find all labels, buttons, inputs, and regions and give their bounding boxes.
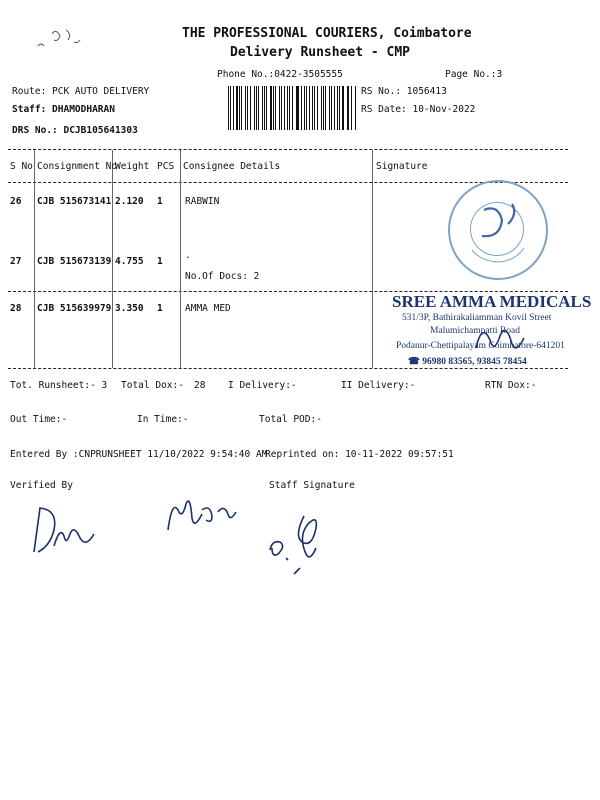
barcode-bar xyxy=(239,86,240,130)
i-delivery: I Delivery:- xyxy=(228,380,297,391)
barcode-bar xyxy=(228,86,229,130)
row-weight: 3.350 xyxy=(115,303,144,314)
receiver-signature xyxy=(470,318,530,358)
column-divider xyxy=(180,150,181,368)
barcode-bar xyxy=(254,86,255,130)
barcode-bar xyxy=(323,86,324,130)
barcode-bar xyxy=(281,86,282,130)
row-weight: 4.755 xyxy=(115,256,144,267)
second-signature xyxy=(162,494,242,544)
barcode-bar xyxy=(351,86,352,130)
row-pcs: 1 xyxy=(157,196,163,207)
staff-signature-label: Staff Signature xyxy=(269,480,355,491)
drs-number: DRS No.: DCJB105641303 xyxy=(12,125,138,136)
row-consignee: AMMA MED xyxy=(185,303,231,314)
verifier-signature xyxy=(24,500,104,560)
barcode-bar xyxy=(275,86,276,130)
barcode-bar xyxy=(297,86,299,130)
barcode-bar xyxy=(258,86,259,130)
barcode-bar xyxy=(264,86,265,130)
barcode-bar xyxy=(331,86,332,130)
document-title: Delivery Runsheet - CMP xyxy=(230,45,411,60)
barcode-bar xyxy=(321,86,322,130)
row-note: No.Of Docs: 2 xyxy=(185,271,260,282)
barcode-bar xyxy=(347,86,348,130)
verified-by-label: Verified By xyxy=(10,480,73,491)
row-consignment: CJB 515673139 xyxy=(37,256,112,267)
header-pcs: PCS xyxy=(157,161,175,172)
barcode-bar xyxy=(289,86,290,130)
staff-signature xyxy=(264,498,344,578)
header-consignee-details: Consignee Details xyxy=(183,161,281,172)
column-divider xyxy=(372,150,373,368)
total-pod: Total POD:- xyxy=(259,414,322,425)
row-weight: 2.120 xyxy=(115,196,144,207)
total-dox-value: 28 xyxy=(194,380,206,391)
company-seal-stamp xyxy=(448,180,548,280)
row-sno: 28 xyxy=(10,303,22,314)
row-pcs: 1 xyxy=(157,256,163,267)
header-sno: S No xyxy=(10,161,33,172)
entered-by: Entered By :CNPRUNSHEET 11/10/2022 9:54:40 AM xyxy=(10,449,268,460)
page-number: Page No.:3 xyxy=(445,69,503,80)
barcode-bar xyxy=(334,86,335,130)
rs-date: RS Date: 10-Nov-2022 xyxy=(361,104,476,115)
barcode-bar xyxy=(256,86,257,130)
stamp-address-line2: Malumichampatti Road xyxy=(430,326,520,336)
barcode-bar xyxy=(250,86,252,130)
row-consignee: RABWIN xyxy=(185,196,220,207)
barcode-bar xyxy=(236,86,238,130)
barcode-bar xyxy=(245,86,246,130)
barcode-bar xyxy=(348,86,349,130)
barcode xyxy=(228,86,356,130)
barcode-bar xyxy=(233,86,234,130)
barcode-bar xyxy=(339,86,340,130)
total-runsheet: Tot. Runsheet:- 3 xyxy=(10,380,108,391)
out-time: Out Time:- xyxy=(10,414,68,425)
rtn-dox: RTN Dox:- xyxy=(485,380,537,391)
barcode-bar xyxy=(230,86,231,130)
header-weight: Weight xyxy=(115,161,150,172)
barcode-bar xyxy=(337,86,338,130)
row-consignee: . xyxy=(185,250,191,261)
barcode-bar xyxy=(273,86,274,130)
route-label: Route: PCK AUTO DELIVERY xyxy=(12,86,150,97)
barcode-bar xyxy=(306,86,307,130)
table-bottom-rule xyxy=(8,368,568,369)
barcode-bar xyxy=(304,86,305,130)
header-consignment-no: Consignment No xyxy=(37,161,118,172)
barcode-bar xyxy=(287,86,288,130)
row-sno: 27 xyxy=(10,256,22,267)
scribble-mark xyxy=(34,24,84,54)
header-signature: Signature xyxy=(376,161,428,172)
table-top-rule xyxy=(8,149,568,150)
row-pcs: 1 xyxy=(157,303,163,314)
barcode-bar xyxy=(309,86,310,130)
barcode-bar xyxy=(329,86,330,130)
barcode-bar xyxy=(312,86,313,130)
barcode-bar xyxy=(355,86,356,130)
row-consignment: CJB 515673141 xyxy=(37,196,112,207)
in-time: In Time:- xyxy=(137,414,189,425)
staff-label: Staff: DHAMODHARAN xyxy=(12,104,115,115)
column-divider xyxy=(34,150,35,368)
barcode-bar xyxy=(325,86,326,130)
company-title: THE PROFESSIONAL COURIERS, Coimbatore xyxy=(182,26,472,41)
stamp-address-line1: 531/3P, Bathirakaliamman Kovil Street xyxy=(402,313,552,323)
row-consignment: CJB 515639979 xyxy=(37,303,112,314)
stamp-address-line3: Podanur-Chettipalayam Coimbatore-641201 xyxy=(396,341,565,351)
reprinted-on: Reprinted on: 10-11-2022 09:57:51 xyxy=(265,449,454,460)
barcode-bar xyxy=(247,86,248,130)
phone-number: Phone No.:0422-3505555 xyxy=(217,69,343,80)
ii-delivery: II Delivery:- xyxy=(341,380,416,391)
total-dox-label: Total Dox:- xyxy=(121,380,184,391)
barcode-bar xyxy=(241,86,242,130)
barcode-bar xyxy=(301,86,302,130)
column-divider xyxy=(112,150,113,368)
barcode-bar xyxy=(314,86,315,130)
barcode-bar xyxy=(279,86,280,130)
rs-number: RS No.: 1056413 xyxy=(361,86,447,97)
row-sno: 26 xyxy=(10,196,22,207)
barcode-bar xyxy=(262,86,263,130)
stamp-phone: ☎ 96980 83565, 93845 78454 xyxy=(408,357,527,367)
barcode-bar xyxy=(317,86,319,130)
barcode-bar xyxy=(284,86,285,130)
barcode-bar xyxy=(292,86,293,130)
barcode-bar xyxy=(296,86,297,130)
barcode-bar xyxy=(270,86,272,130)
barcode-bar xyxy=(342,86,344,130)
stamp-store-name: SREE AMMA MEDICALS xyxy=(392,292,592,311)
barcode-bar xyxy=(266,86,267,130)
